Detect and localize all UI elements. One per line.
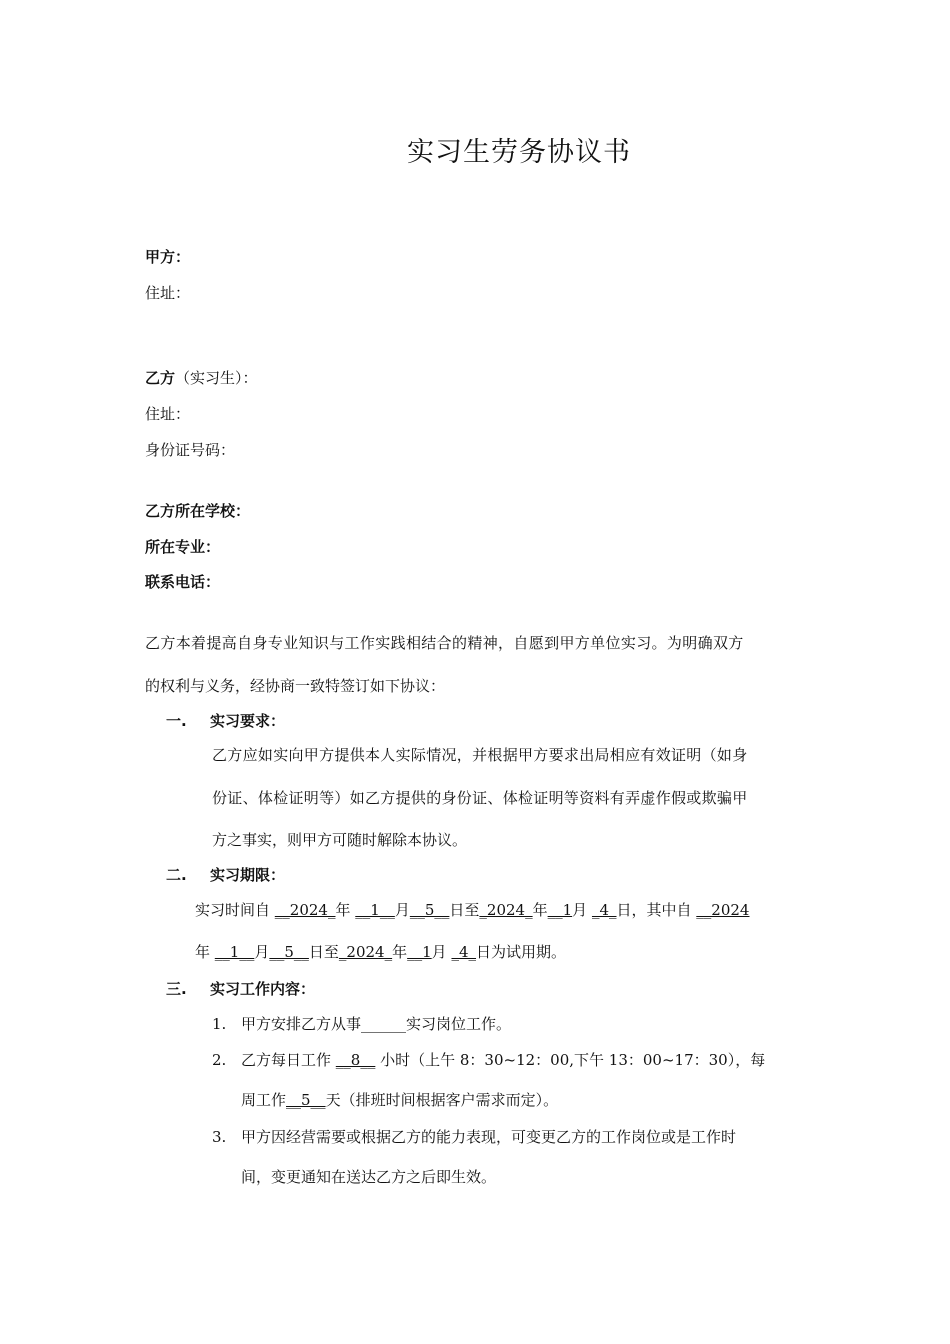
- item-2-text-c: 周工作: [241, 1091, 287, 1109]
- section-2-heading: 实习期限：: [210, 866, 286, 884]
- section-3-heading: 实习工作内容：: [210, 980, 316, 998]
- intro-line-2: 的权利与义务，经协商一致特签订如下协议：: [145, 677, 446, 695]
- party-b-label-suffix: （实习生）：: [175, 369, 258, 387]
- school-label: 乙方所在学校：: [145, 502, 251, 520]
- item-1-text: 甲方安排乙方从事______实习岗位工作。: [241, 1015, 512, 1033]
- section-2-heading-line: [166, 864, 285, 885]
- trial-end-text: 日为试用期。: [476, 943, 567, 961]
- end-year-blank: _2024_: [479, 901, 533, 919]
- start-to-text: 日至: [449, 901, 480, 919]
- end-year-unit: 年: [532, 901, 548, 919]
- start-year-unit: 年: [335, 901, 351, 919]
- item-1-number: 1.: [212, 1015, 227, 1033]
- section-3-item-2-line-2: [241, 1089, 558, 1110]
- party-a-label: 甲方：: [145, 248, 191, 266]
- item-2-number: 2.: [212, 1051, 227, 1069]
- trial-start-year-blank: __2024: [696, 901, 750, 919]
- document-title: 实习生劳务协议书: [407, 137, 631, 168]
- trial-start-day-blank: __5__: [269, 943, 309, 961]
- daily-hours-blank: __8__: [335, 1051, 376, 1069]
- section-2-line-1: [195, 899, 749, 920]
- trial-start-month-blank: __1__: [214, 943, 255, 961]
- trial-year-unit: 年: [195, 943, 211, 961]
- start-month-unit: 月: [394, 901, 410, 919]
- weekly-days-blank: __5__: [286, 1091, 326, 1109]
- section-3-item-3-line-2: 间，变更通知在送达乙方之后即生效。: [241, 1168, 497, 1186]
- trial-to-text: 日至: [308, 943, 339, 961]
- section-2-number: 二.: [166, 866, 187, 884]
- section-1-line-3: 方之事实，则甲方可随时解除本协议。: [212, 831, 468, 849]
- period-start-text: 实习时间自: [195, 901, 271, 919]
- item-2-text-a: 乙方每日工作: [241, 1051, 332, 1069]
- section-3-item-1: [212, 1013, 511, 1034]
- start-day-blank: __5__: [409, 901, 450, 919]
- section-1-heading-line: [166, 710, 285, 731]
- end-month-blank: __1: [547, 901, 573, 919]
- item-2-text-b: 小时（上午 8：30~12：00,下午 13：00~17：30），每: [380, 1051, 766, 1069]
- section-2-line-2: [195, 941, 566, 962]
- party-b-label-line: [145, 367, 258, 388]
- start-year-blank: __2024_: [274, 901, 336, 919]
- major-label: 所在专业：: [145, 538, 221, 556]
- end-month-unit: 月: [572, 901, 588, 919]
- party-b-id-label: 身份证号码：: [145, 441, 236, 459]
- party-b-label: 乙方: [145, 369, 176, 387]
- intro-line-1: 乙方本着提高自身专业知识与工作实践相结合的精神，自愿到甲方单位实习。为明确双方: [145, 634, 744, 652]
- section-3-item-2-line-1: [212, 1049, 765, 1070]
- trial-end-day-blank: _4_: [451, 943, 477, 961]
- trial-end-year-blank: _2024_: [338, 943, 393, 961]
- section-3-number: 三.: [166, 980, 187, 998]
- item-3-number: 3.: [212, 1128, 227, 1146]
- start-month-blank: __1__: [355, 901, 395, 919]
- section-1-line-2: 份证、体检证明等）如乙方提供的身份证、体检证明等资料有弄虚作假或欺骗甲: [212, 789, 748, 807]
- party-b-address-label: 住址：: [145, 405, 191, 423]
- trial-month-unit: 月: [254, 943, 270, 961]
- section-1-number: 一.: [166, 712, 187, 730]
- section-1-heading: 实习要求：: [210, 712, 286, 730]
- trial-end-year-unit: 年: [392, 943, 408, 961]
- section-1-line-1: 乙方应如实向甲方提供本人实际情况，并根据甲方要求出局相应有效证明（如身: [212, 746, 748, 764]
- party-a-address-label: 住址：: [145, 284, 191, 302]
- trial-intro-text: 日，其中自: [616, 901, 692, 919]
- item-2-text-d: 天（排班时间根据客户需求而定）。: [325, 1091, 559, 1109]
- end-day-blank: _4_: [591, 901, 617, 919]
- section-3-item-3-line-1: [212, 1126, 736, 1147]
- section-3-heading-line: [166, 978, 315, 999]
- item-3-line-1-text: 甲方因经营需要或根据乙方的能力表现，可变更乙方的工作岗位或是工作时: [241, 1128, 737, 1146]
- trial-end-month-blank: __1: [407, 943, 432, 961]
- trial-end-month-unit: 月: [431, 943, 447, 961]
- phone-label: 联系电话：: [145, 573, 221, 591]
